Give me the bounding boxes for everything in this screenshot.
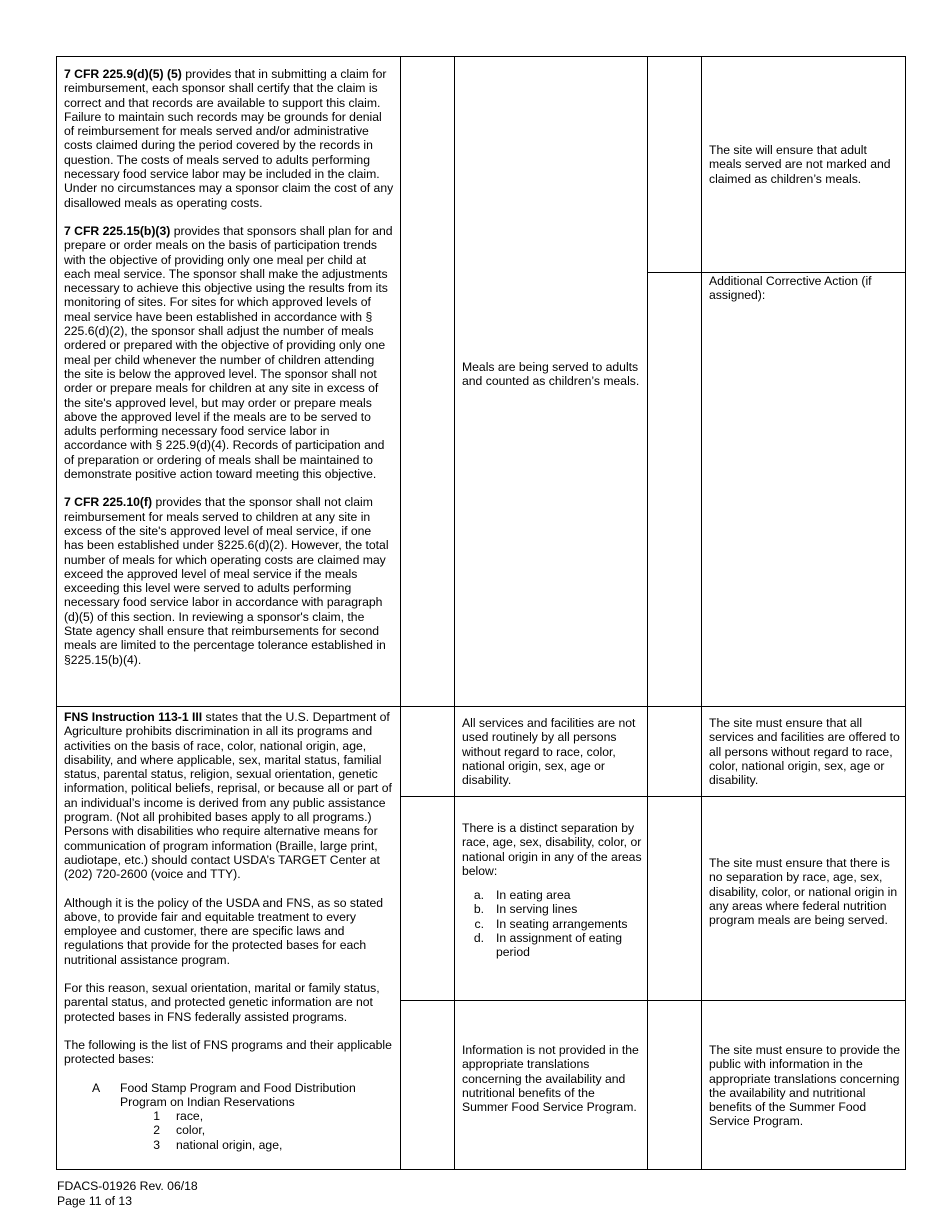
program-letter: A — [92, 1080, 101, 1095]
table-right-border — [905, 56, 906, 1170]
regulation-paragraph: 7 CFR 225.9(d)(5) (5) provides that in submitting a claim for reimbursement, each sponsor shall certify that the claim is correct and that records are available to support this claim. Failure to maintain such records may be grounds for denial of reimbursement for meals served and/or administrative costs claimed during the period covered by the records in question. The costs of meals served to adults performing necessary food service labor may be included in the claim. Under no circumstances may a sponsor claim the cost of any disallowed meals as operating costs. — [64, 67, 394, 210]
column-divider — [701, 56, 702, 1170]
cell-divider — [647, 272, 906, 273]
finding-text: Meals are being served to adults and counted as children’s meals. — [462, 360, 640, 389]
program-list-item — [64, 1081, 394, 1110]
instruction-paragraph: Although it is the policy of the USDA and FNS, as so stated above, to provide fair and equitable treatment to every employee and customer, there are specific laws and regulations that provide for the protected bases for each nutritional assistance program. — [64, 895, 384, 967]
cell-divider — [400, 796, 906, 797]
corrective-action-text: The site must ensure that there is no separation by race, age, sex, disability, color, or national origin in any areas where federal nutrition program meals are being served. — [709, 856, 898, 928]
table-top-border — [56, 56, 906, 57]
finding-text: All services and facilities are not used routinely by all persons without regard to race, color, national origin, sex, age or disability. — [462, 716, 636, 788]
column-divider — [647, 56, 648, 1170]
corrective-action-cell — [709, 856, 901, 927]
page-number: Page 11 of 13 — [57, 1194, 132, 1208]
instruction-paragraph: The following is the list of FNS programs and their applicable protected bases: — [64, 1037, 392, 1067]
corrective-action-text: The site will ensure that adult meals served are not marked and claimed as children’s meals. — [709, 143, 891, 186]
additional-corrective-action-label: Additional Corrective Action (if assigned): — [709, 274, 872, 303]
regulation-paragraph: 7 CFR 225.10(f) provides that the sponsor shall not claim reimbursement for meals served to children at any site in excess of the site's approved level of meal service, if one has been established under §225.6(d)(2). However, the total number of meals for which operating costs are claimed may exceed the approved level of meal service if the meals exceeding this level were served to adults performing necessary food service labor in accordance with paragraph (d)(5) of this section. In reviewing a sponsor's claim, the State agency shall ensure that reimbursements for second meals are limited to the percentage tolerance established in §225.15(b)(4). — [64, 495, 389, 667]
corrective-action-cell — [709, 716, 901, 787]
page-footer — [57, 1179, 198, 1209]
corrective-action-cell — [709, 1043, 901, 1129]
finding-area-item: b. In serving lines — [473, 902, 578, 917]
finding-cell — [462, 821, 644, 960]
finding-area-item: a. In eating area — [473, 888, 571, 903]
protected-basis-item: 3 national origin, age, — [153, 1137, 283, 1152]
corrective-action-text: The site must ensure to provide the public with information in the appropriate translations concerning the availability and nutritional benefits of the Summer Food Service Program. — [709, 1043, 901, 1129]
column-divider — [400, 56, 401, 1170]
form-number: FDACS-01926 Rev. 06/18 — [57, 1179, 198, 1193]
finding-text: There is a distinct separation by race, age, sex, disability, color, or national origin in any of the areas below: — [462, 821, 642, 878]
instruction-paragraph: FNS Instruction 113-1 III states that the U.S. Department of Agriculture prohibits discrimination in all its programs and activities on the basis of race, color, national origin, age, disability, and where applicable, sex, marital status, familial status, parental status, religion, sexual orientation, genetic information, political beliefs, reprisal, or because all or part of an individual’s income is derived from any public assistance program. (Not all prohibited bases apply to all programs.) Persons with disabilities who require alternative means for communication of program information (Braille, large print, audiotape, etc.) should contact USDA’s TARGET Center at (202) 720-2600 (voice and TTY). — [64, 710, 392, 882]
cell-divider — [400, 1000, 906, 1001]
finding-area-item: c. In seating arrangements — [474, 916, 628, 931]
corrective-action-cell — [709, 143, 901, 186]
protected-basis-item: 2 color, — [153, 1123, 206, 1138]
regulation-cell — [64, 67, 394, 667]
protected-basis-item: 1 race, — [153, 1109, 204, 1124]
row-divider — [56, 706, 906, 707]
finding-area-item: d. In assignment of eating period — [473, 931, 623, 960]
program-name: Food Stamp Program and Food Distribution Program on Indian Reservations — [120, 1080, 356, 1109]
finding-cell — [462, 360, 642, 389]
table-left-border — [56, 56, 57, 1170]
regulation-paragraph: 7 CFR 225.15(b)(3) provides that sponsors shall plan for and prepare or order meals on the basis of participation trends with the objective of providing only one meal per child at each meal service. The sponsor shall make the adjustments necessary to achieve this objective using the results from its monitoring of sites. For sites for which approved levels of meal service have been established in accordance with § 225.6(d)(2), the sponsor shall adjust the number of meals ordered or prepared with the objective of providing only one meal per child whenever the number of children attending the site is below the approved level. The sponsor shall not order or prepare meals for children at any site in excess of the site's approved level, but may order or prepare meals above the approved level if the meals are to be served to adults performing necessary food service labor in accordance with § 225.9(d)(4). Records of participation and of preparation or ordering of meals shall be maintained to demonstrate positive action toward meeting this objective. — [64, 223, 393, 482]
finding-cell — [462, 716, 644, 787]
finding-area-list — [462, 888, 644, 959]
instruction-cell — [64, 710, 394, 1152]
additional-corrective-action-cell — [709, 274, 901, 303]
finding-text: Information is not provided in the appropriate translations concerning the availability and nutritional benefits of the Summer Food Service Program. — [462, 1043, 639, 1115]
instruction-paragraph: For this reason, sexual orientation, marital or family status, parental status, and protected genetic information are not protected bases in FNS federally assisted programs. — [64, 981, 380, 1024]
column-divider — [454, 56, 455, 1170]
corrective-action-text: The site must ensure that all services and facilities are offered to all persons without regard to race, color, national origin, sex, age or disability. — [709, 716, 900, 788]
finding-cell — [462, 1043, 644, 1114]
table-bottom-border — [56, 1169, 906, 1170]
